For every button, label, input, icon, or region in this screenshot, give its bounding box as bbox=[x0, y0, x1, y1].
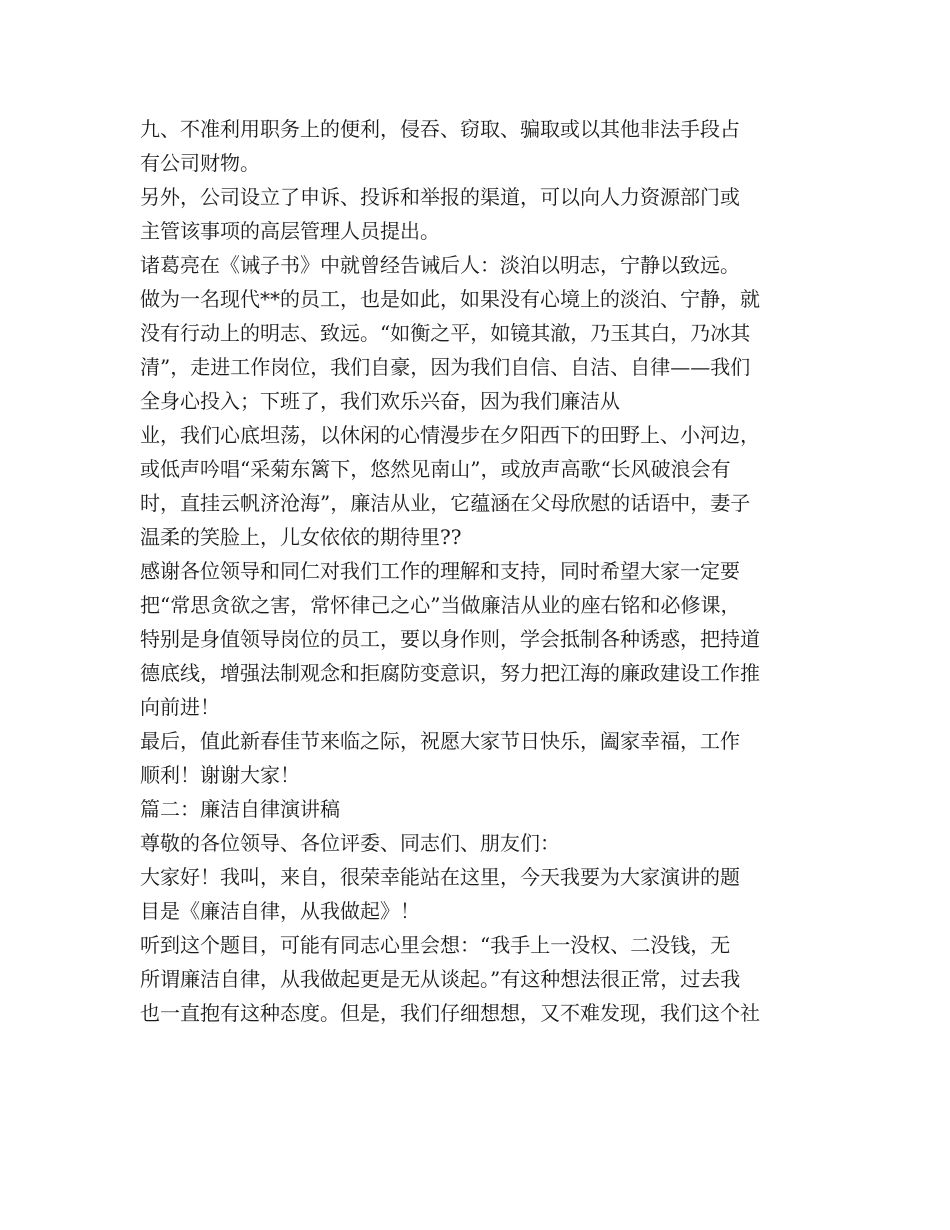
text-line: 业，我们心底坦荡，以休闲的心情漫步在夕阳西下的田野上、小河边， bbox=[140, 423, 760, 447]
text-line: 有公司财物。 bbox=[140, 151, 260, 175]
text-line: 或低声吟唱“采菊东篱下，悠然见南山”，或放声高歌“长风破浪会有 bbox=[140, 457, 731, 481]
text-line: 也一直抱有这种态度。但是，我们仔细想想，又不难发现，我们这个社 bbox=[140, 1001, 760, 1025]
section-heading: 篇二：廉洁自律演讲稿 bbox=[140, 797, 340, 821]
text-line: 大家好！我叫，来自，很荣幸能站在这里，今天我要为大家演讲的题 bbox=[140, 865, 740, 889]
text-line: 九、不准利用职务上的便利，侵吞、窃取、骗取或以其他非法手段占 bbox=[140, 117, 740, 141]
text-line: 诸葛亮在《诫子书》中就曾经告诫后人：淡泊以明志，宁静以致远。 bbox=[140, 253, 740, 277]
text-line: 特别是身值领导岗位的员工，要以身作则，学会抵制各种诱惑，把持道 bbox=[140, 627, 760, 651]
text-line: 没有行动上的明志、致远。“如衡之平，如镜其澈，乃玉其白，乃冰其 bbox=[140, 321, 751, 345]
text-line: 把“常思贪欲之害，常怀律己之心”当做廉洁从业的座右铭和必修课， bbox=[140, 593, 741, 617]
text-line: 向前进！ bbox=[140, 695, 220, 719]
text-line: 听到这个题目，可能有同志心里会想：“我手上一没权、二没钱，无 bbox=[140, 933, 731, 957]
text-line: 德底线，增强法制观念和拒腐防变意识，努力把江海的廉政建设工作推 bbox=[140, 661, 760, 685]
text-line: 尊敬的各位领导、各位评委、同志们、朋友们： bbox=[140, 831, 560, 855]
text-line: 另外，公司设立了申诉、投诉和举报的渠道，可以向人力资源部门或 bbox=[140, 185, 740, 209]
text-line: 时，直挂云帆济沧海”，廉洁从业，它蕴涵在父母欣慰的话语中，妻子 bbox=[140, 491, 751, 515]
text-line: 做为一名现代**的员工，也是如此，如果没有心境上的淡泊、宁静，就 bbox=[140, 287, 760, 311]
text-line: 清”，走进工作岗位，我们自豪，因为我们自信、自洁、自律——我们 bbox=[140, 355, 751, 379]
text-line: 目是《廉洁自律，从我做起》！ bbox=[140, 899, 420, 923]
document-body bbox=[140, 112, 812, 1030]
text-line: 顺利！谢谢大家！ bbox=[140, 763, 300, 787]
text-line: 最后，值此新春佳节来临之际，祝愿大家节日快乐，阖家幸福，工作 bbox=[140, 729, 740, 753]
text-line: 感谢各位领导和同仁对我们工作的理解和支持，同时希望大家一定要 bbox=[140, 559, 740, 583]
text-line: 全身心投入；下班了，我们欢乐兴奋，因为我们廉洁从 bbox=[140, 389, 620, 413]
text-line: 主管该事项的高层管理人员提出。 bbox=[140, 219, 440, 243]
text-line: 温柔的笑脸上，儿女依依的期待里?? bbox=[140, 525, 462, 549]
text-line: 所谓廉洁自律，从我做起更是无从谈起。”有这种想法很正常，过去我 bbox=[140, 967, 741, 991]
